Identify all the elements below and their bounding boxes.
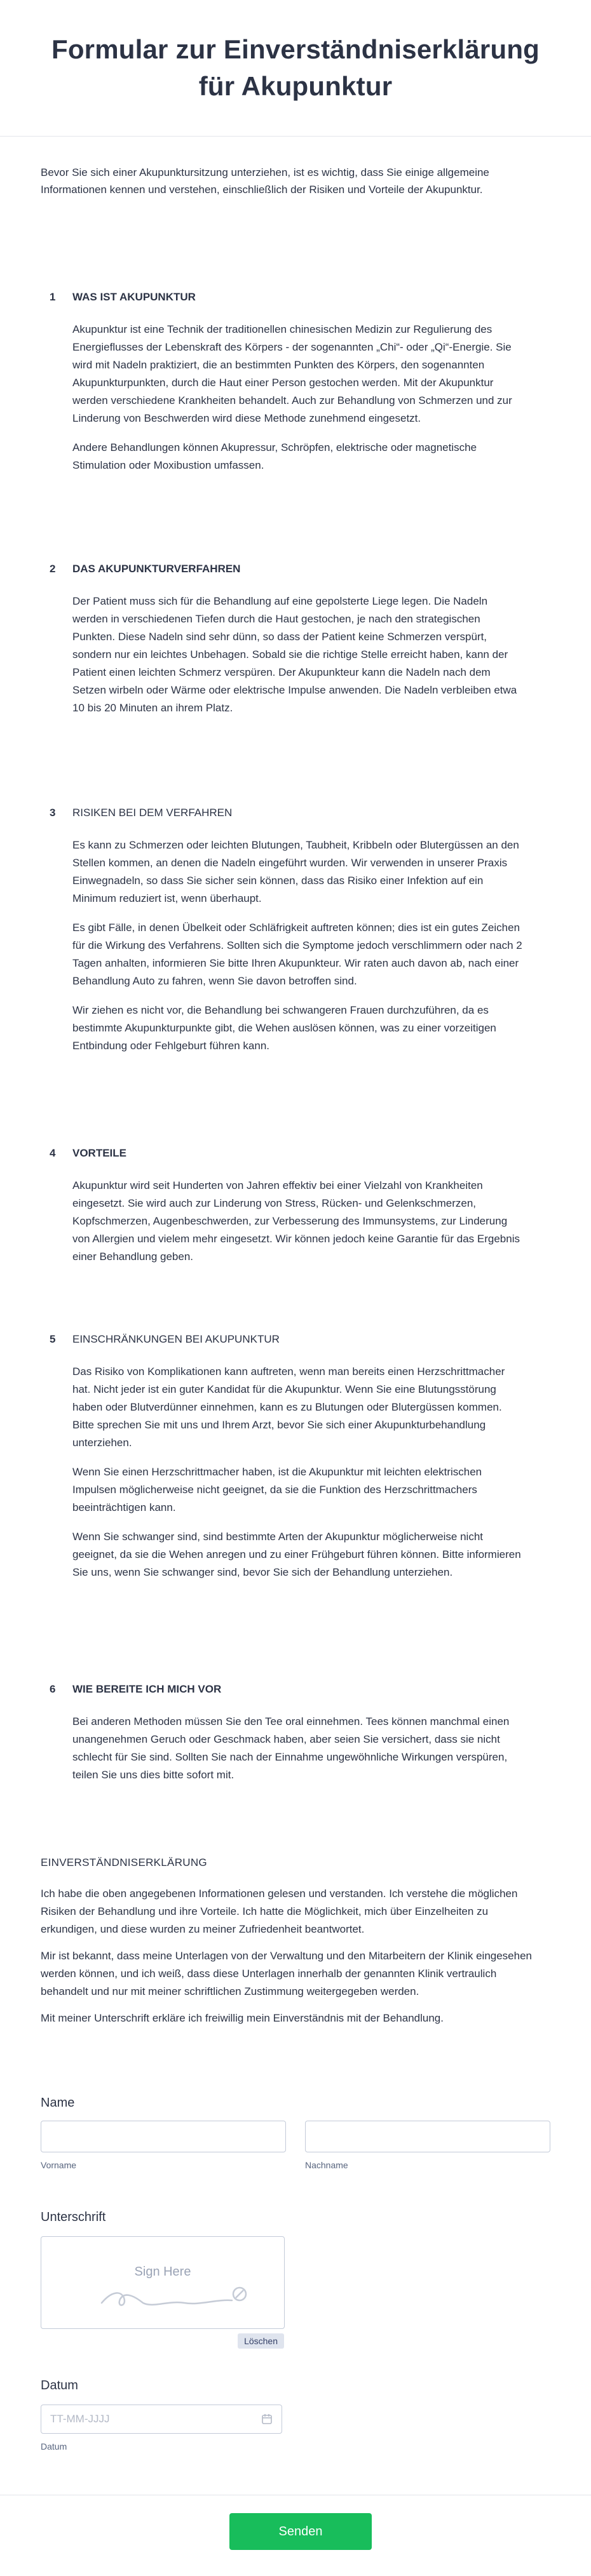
date-label: Datum	[41, 2378, 78, 2392]
section-paragraph: Akupunktur ist eine Technik der traditionellen chinesischen Medizin zur Regulierung des Energieflusses der Lebenskraft des Körpers - der sogenannten „Chi“- oder „Qi“-Energie. Sie wird mit Nadeln praktiziert, die an bestimmten Punkten des Körpers, den sogenannten Akupunkturpunkten, durch die Haut einer Person gestochen werden. Mit der Akupunktur werden verschiedene Krankheiten behandelt. Auch zur Behandlung von Schmerzen und zur Linderung von Beschwerden wird diese Methode zunehmend eingesetzt.	[72, 323, 512, 424]
section-paragraph: Akupunktur wird seit Hunderten von Jahren effektiv bei einer Vielzahl von Krankheiten eingesetzt. Sie wird auch zur Linderung von Stress, Rücken- und Gelenkschmerzen, Kopfschmerzen, Augenbeschwerden, zur Verbesserung des Immunsystems, zur Linderung von Allergien und vielem mehr eingesetzt. Wir können jedoch keine Garantie für das Ergebnis einer Behandlung geben.	[72, 1179, 520, 1263]
section-paragraph: Es gibt Fälle, in denen Übelkeit oder Schläfrigkeit auftreten können; dies ist ein gutes Zeichen für die Wirkung des Verfahrens. Sollten sich die Symptome jedoch verschlimmern oder nach 2 Tagen anhalten, informieren Sie bitte Ihren Akupunkteur. Wir raten auch davon ab, nach einer Behandlung Auto zu fahren, wenn Sie davon betroffen sind.	[72, 922, 522, 987]
section-number: 5	[50, 1333, 56, 1345]
section-paragraph: Der Patient muss sich für die Behandlung auf eine gepolsterte Liege legen. Die Nadeln werden in verschiedenen Tiefen durch die Haut gestochen, je nach den strategischen Punkten. Diese Nadeln sind sehr dünn, so dass der Patient keine Schmerzen verspürt, sondern nur ein leichtes Unbehagen. Sobald sie die richtige Stelle erreicht haben, kann der Patient einen leichten Schmerz verspüren. Der Akupunkteur kann die Nadeln nach dem Setzen wirbeln oder Wärme oder elektrische Impulse anwenden. Die Nadeln verbleiben etwa 10 bis 20 Minuten an ihrem Platz.	[72, 595, 517, 714]
consent-paragraph: Mir ist bekannt, dass meine Unterlagen von der Verwaltung und den Mitarbeitern der Klinik eingesehen werden können, und ich weiß, dass diese Unterlagen innerhalb der genannten Klinik vertraulich behandelt und nur mit meiner schriftlichen Zustimmung weitergegeben werden.	[41, 1950, 533, 1997]
section-title: WIE BEREITE ICH MICH VOR	[72, 1683, 222, 1695]
name-field-group	[41, 2096, 550, 2170]
section-number: 1	[50, 291, 56, 303]
submit-button[interactable]: Senden	[229, 2513, 372, 2550]
signature-hint: Sign Here	[134, 2265, 191, 2279]
section-6	[0, 1681, 591, 1795]
section-body	[41, 1363, 550, 1581]
form-header	[0, 0, 591, 137]
section-number: 6	[50, 1683, 56, 1695]
consent-block	[0, 1855, 591, 2027]
clear-signature-button[interactable]: Löschen	[238, 2333, 284, 2349]
pen-icon	[233, 2288, 246, 2300]
name-label: Name	[41, 2096, 75, 2110]
date-sublabel: Datum	[41, 2441, 67, 2452]
first-name-input[interactable]	[41, 2121, 286, 2152]
section-body	[41, 1177, 550, 1266]
section-paragraph: Wenn Sie einen Herzschrittmacher haben, ist die Akupunktur mit leichten elektrischen Impulsen möglicherweise nicht geeignet, da sie die Funktion des Herzschrittmachers beeinträchtigen kann.	[72, 1466, 482, 1513]
section-3	[0, 805, 591, 1066]
section-paragraph: Andere Behandlungen können Akupressur, Schröpfen, elektrische oder magnetische Stimulation oder Moxibustion umfassen.	[72, 441, 477, 471]
section-paragraph: Das Risiko von Komplikationen kann auftreten, wenn man bereits einen Herzschrittmacher hat. Nicht jeder ist ein guter Kandidat für die Akupunktur. Wenn Sie eine Blutungsstörung haben oder Blutverdünner einnehmen, kann es zu Blutungen oder Blutergüssen kommen. Bitte sprechen Sie mit uns und Ihrem Arzt, bevor Sie sich einer Akupunkturbehandlung unterziehen.	[72, 1365, 505, 1449]
first-name-sublabel: Vorname	[41, 2160, 77, 2170]
section-body	[41, 1713, 550, 1784]
section-title: RISIKEN BEI DEM VERFAHREN	[72, 807, 233, 819]
section-5	[0, 1331, 591, 1593]
section-paragraph: Wir ziehen es nicht vor, die Behandlung bei schwangeren Frauen durchzuführen, da es bestimmte Akupunkturpunkte gibt, die Wehen auslösen können, was zu einer vorzeitigen Entbindung oder Fehlgeburt führen kann.	[72, 1004, 496, 1052]
section-paragraph: Bei anderen Methoden müssen Sie den Tee oral einnehmen. Tees können manchmal einen unangenehmen Geruch oder Geschmack haben, aber seien Sie versichert, dass sie nicht schlecht für Sie sind. Sollten Sie nach der Einnahme ungewöhnliche Wirkungen verspüren, teilen Sie uns dies bitte sofort mit.	[72, 1715, 510, 1781]
section-1	[0, 289, 591, 486]
signature-label: Unterschrift	[41, 2210, 106, 2224]
date-field-group	[41, 2378, 295, 2452]
last-name-input[interactable]	[305, 2121, 550, 2152]
section-body	[41, 321, 550, 474]
section-4	[0, 1145, 591, 1277]
section-number: 2	[50, 563, 56, 575]
intro-text: Bevor Sie sich einer Akupunktursitzung unterziehen, ist es wichtig, dass Sie einige allgemeine Informationen kennen und verstehen, einschließlich der Risiken und Vorteile der Akupunktur.	[41, 166, 489, 196]
section-number: 3	[50, 807, 56, 819]
consent-paragraph: Ich habe die oben angegebenen Informationen gelesen und verstanden. Ich verstehe die möglichen Risiken der Behandlung und ihre Vorteile. Ich hatte die Möglichkeit, mich über Einzelheiten zu erkundigen, und diese wurden zu meiner Zufriedenheit beantwortet.	[41, 1888, 518, 1935]
signature-pad[interactable]	[41, 2236, 285, 2346]
page-title: Formular zur Einverständniserklärung für Akupunktur	[51, 34, 540, 101]
section-paragraph: Wenn Sie schwanger sind, sind bestimmte Arten der Akupunktur möglicherweise nicht geeignet, da sie die Wehen anregen und zu einer Frühgeburt führen können. Bitte informieren Sie uns, wenn Sie schwanger sind, bevor Sie sich der Behandlung unterziehen.	[72, 1531, 521, 1578]
last-name-sublabel: Nachname	[305, 2160, 348, 2170]
signature-field-group	[41, 2210, 295, 2346]
section-title: VORTEILE	[72, 1147, 127, 1159]
section-title: WAS IST AKUPUNKTUR	[72, 291, 196, 303]
consent-paragraph: Mit meiner Unterschrift erkläre ich freiwillig mein Einverständnis mit der Behandlung.	[41, 2012, 444, 2024]
section-body	[41, 836, 550, 1055]
section-2	[0, 561, 591, 728]
section-title: DAS AKUPUNKTURVERFAHREN	[72, 563, 241, 575]
calendar-icon[interactable]	[261, 2413, 273, 2425]
consent-title: EINVERSTÄNDNISERKLÄRUNG	[41, 1856, 207, 1868]
section-paragraph: Es kann zu Schmerzen oder leichten Blutungen, Taubheit, Kribbeln oder Blutergüssen an den Stellen kommen, an denen die Nadeln eingeführt wurden. Wir verwenden in unserer Praxis Einwegnadeln, so dass Sie sicher sein können, dass das Risiko einer Infektion auf ein Minimum reduziert ist, wenn überhaupt.	[72, 839, 519, 904]
section-number: 4	[50, 1147, 56, 1159]
section-title: EINSCHRÄNKUNGEN BEI AKUPUNKTUR	[72, 1333, 280, 1345]
section-body	[41, 593, 550, 717]
date-placeholder: TT-MM-JJJJ	[50, 2413, 110, 2425]
date-input[interactable]	[41, 2405, 282, 2434]
signature-scribble-icon	[41, 2237, 285, 2330]
